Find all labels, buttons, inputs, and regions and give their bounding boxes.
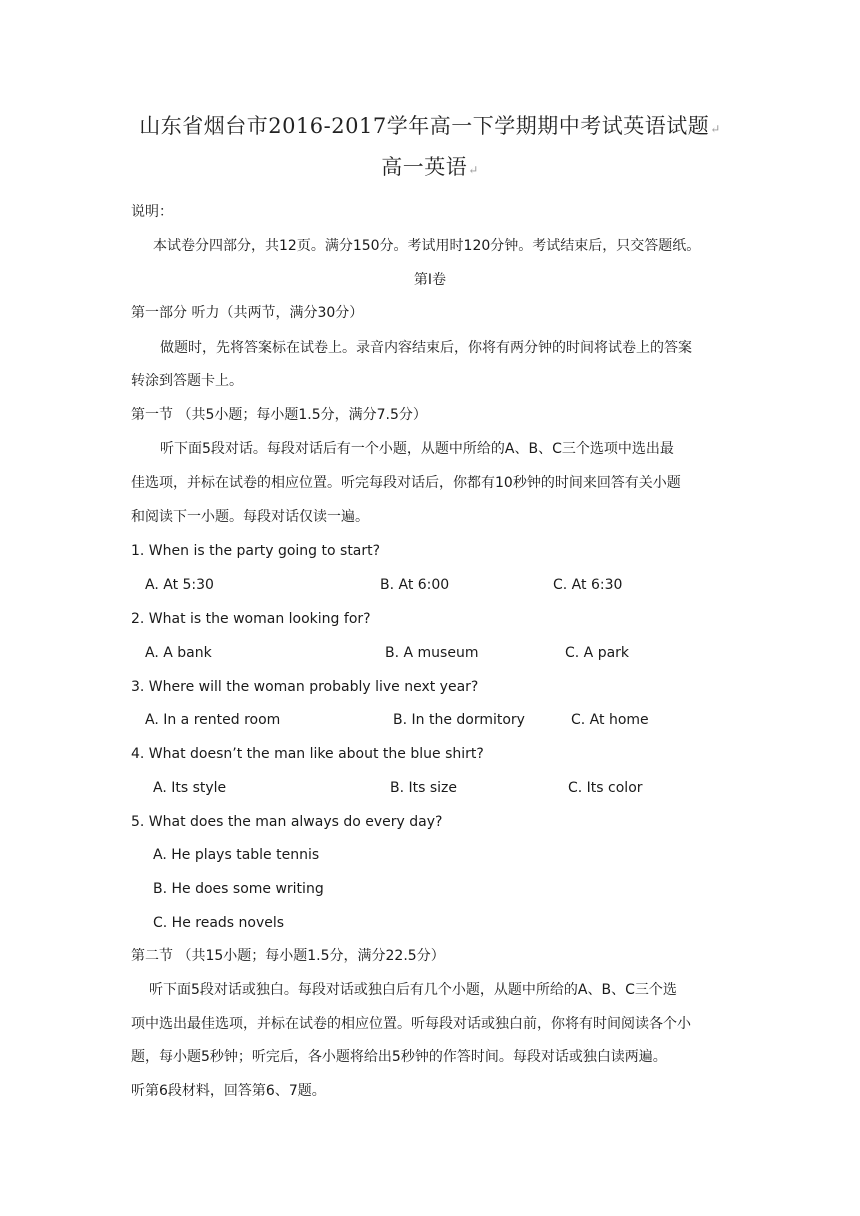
section2-next-line: 听第6段材料，回答第6、7题。: [131, 1083, 326, 1099]
option-c: C. A park: [565, 645, 630, 661]
option-a: A. He plays table tennis: [153, 847, 320, 863]
intro-text: 本试卷分四部分，共12页。满分150分。考试用时120分钟。考试结束后，只交答题纸。: [153, 238, 701, 254]
question-text: 1. When is the party going to start?: [131, 543, 381, 559]
section1-instruction-line: 佳选项，并标在试卷的相应位置。听完每段对话后，你都有10秒钟的时间来回答有关小题: [131, 475, 681, 491]
part1-instruction-line: 转涂到答题卡上。: [131, 373, 243, 389]
option-a: A. In a rented room: [145, 712, 281, 728]
option-a: A. At 5:30: [145, 577, 214, 593]
option-b: B. A museum: [385, 645, 479, 661]
option-c: C. He reads novels: [153, 915, 285, 931]
option-b: B. In the dormitory: [393, 712, 525, 728]
option-b: B. At 6:00: [380, 577, 450, 593]
paragraph-mark-icon: ↵: [468, 163, 479, 177]
option-a: A. Its style: [153, 780, 227, 796]
section2-instruction-line: 听下面5段对话或独白。每段对话或独白后有几个小题，从题中所给的A、B、C三个选: [149, 982, 677, 998]
exam-subtitle: [0, 153, 860, 184]
section1-instruction-line: 听下面5段对话。每段对话后有一个小题，从题中所给的A、B、C三个选项中选出最: [160, 441, 674, 457]
question-text: 3. Where will the woman probably live next year?: [131, 679, 479, 695]
exam-title-text: 山东省烟台市2016-2017学年高一下学期期中考试英语试题: [139, 114, 710, 138]
option-c: C. At 6:30: [553, 577, 623, 593]
paragraph-mark-icon: ↵: [710, 122, 721, 136]
option-b: B. Its size: [390, 780, 458, 796]
option-c: C. Its color: [568, 780, 643, 796]
part1-heading: 第一部分 听力（共两节，满分30分）: [131, 305, 364, 321]
volume-heading: 第Ⅰ卷: [413, 272, 447, 288]
option-a: A. A bank: [145, 645, 212, 661]
option-b: B. He does some writing: [153, 881, 324, 897]
intro-label: 说明：: [131, 204, 173, 220]
section2-heading: 第二节 （共15小题；每小题1.5分，满分22.5分）: [131, 948, 445, 964]
section1-instruction-line: 和阅读下一小题。每段对话仅读一遍。: [131, 509, 369, 525]
section2-instruction-line: 项中选出最佳选项，并标在试卷的相应位置。听每段对话或独白前，你将有时间阅读各个小: [131, 1016, 691, 1032]
question-text: 5. What does the man always do every day?: [131, 814, 443, 830]
section1-heading: 第一节 （共5小题；每小题1.5分，满分7.5分）: [131, 407, 427, 423]
question-text: 2. What is the woman looking for?: [131, 611, 371, 627]
exam-title: [0, 112, 860, 143]
question-text: 4. What doesn’t the man like about the blue shirt?: [131, 746, 484, 762]
part1-instruction-line: 做题时，先将答案标在试卷上。录音内容结束后，你将有两分钟的时间将试卷上的答案: [160, 340, 692, 356]
option-c: C. At home: [571, 712, 649, 728]
exam-subtitle-text: 高一英语: [381, 155, 468, 179]
section2-instruction-line: 题，每小题5秒钟；听完后，各小题将给出5秒钟的作答时间。每段对话或独白读两遍。: [131, 1049, 667, 1065]
